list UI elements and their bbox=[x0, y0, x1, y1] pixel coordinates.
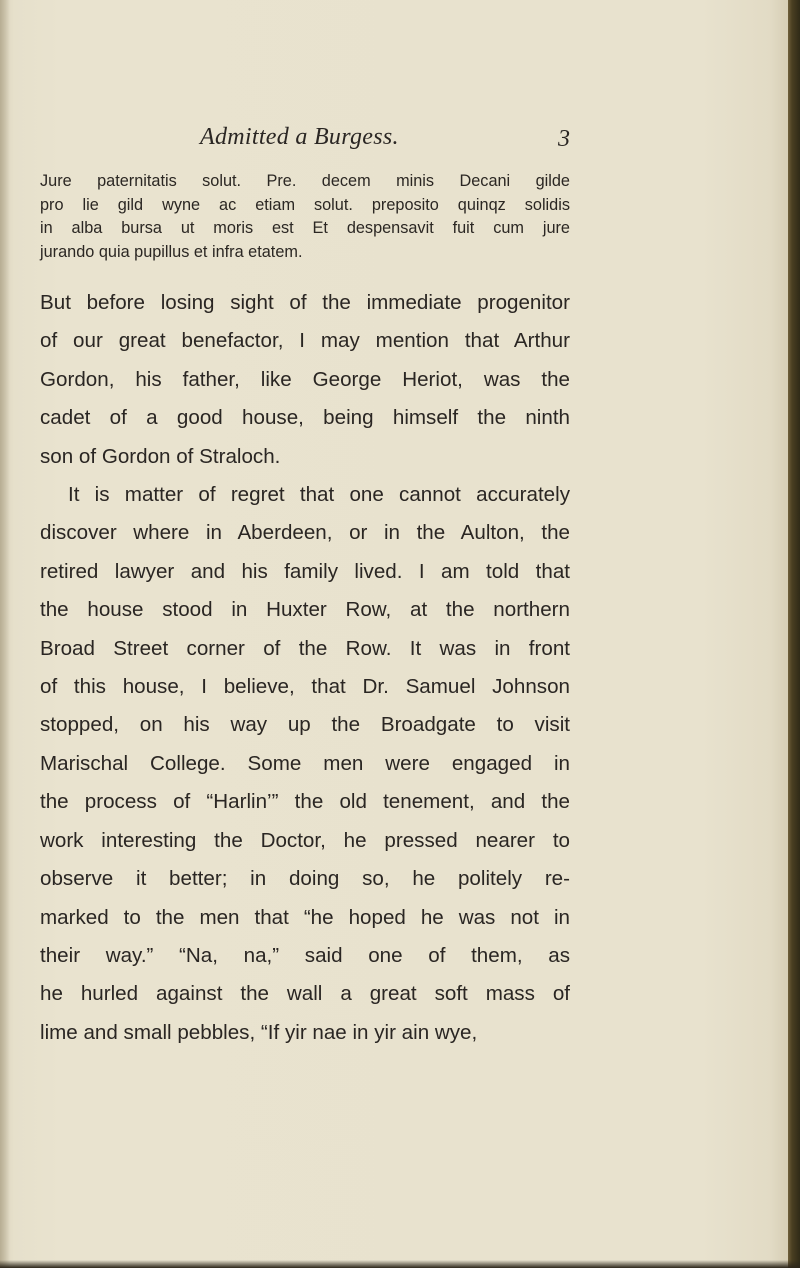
page-edge-right bbox=[788, 0, 800, 1268]
running-head bbox=[0, 124, 800, 154]
paragraph-2-line: their way.” “Na, na,” said one of them, as bbox=[40, 943, 570, 967]
quote-line: Jure paternitatis solut. Pre. decem minis Decani gilde bbox=[40, 172, 570, 190]
paragraph-1-line: Gordon, his father, like George Heriot, was the bbox=[40, 367, 570, 391]
paragraph-2-line: lime and small pebbles, “If yir nae in yir ain wye, bbox=[40, 1020, 478, 1044]
page-edge-bottom bbox=[0, 1260, 800, 1268]
paragraph-2-line: discover where in Aberdeen, or in the Aulton, the bbox=[40, 521, 570, 545]
latin-quotation bbox=[40, 170, 570, 264]
running-title: Admitted a Burgess. bbox=[200, 124, 399, 150]
paragraph-2-line: marked to the men that “he hoped he was not in bbox=[40, 905, 570, 929]
paragraph-2-line: retired lawyer and his family lived. I am told that bbox=[40, 559, 570, 583]
quote-line: jurando quia pupillus et infra etatem. bbox=[40, 242, 303, 261]
paragraph-2-line: he hurled against the wall a great soft mass of bbox=[40, 982, 570, 1006]
paragraph-2-line: Marischal College. Some men were engaged in bbox=[40, 751, 570, 775]
paragraph-2-line: stopped, on his way up the Broadgate to visit bbox=[40, 713, 570, 737]
quote-line: in alba bursa ut moris est Et despensavit fuit cum jure bbox=[40, 219, 570, 237]
paragraph-2-line: It is matter of regret that one cannot accurately bbox=[68, 483, 570, 507]
paragraph-1-line: But before losing sight of the immediate progenitor bbox=[40, 291, 570, 314]
paragraph-2-line: the process of “Harlin’” the old tenement, and the bbox=[40, 790, 570, 814]
paragraph-2-line: the house stood in Huxter Row, at the northern bbox=[40, 598, 570, 622]
paragraph-2-line: observe it better; in doing so, he politely re- bbox=[40, 867, 570, 891]
gutter-shadow bbox=[0, 0, 10, 1268]
paragraph-1-line: son of Gordon of Straloch. bbox=[40, 444, 281, 468]
paragraph-2-line: Broad Street corner of the Row. It was in front bbox=[40, 636, 570, 660]
page-number: 3 bbox=[558, 126, 570, 152]
paragraph-1-line: of our great benefactor, I may mention that Arthur bbox=[40, 329, 570, 353]
quote-line: pro lie gild wyne ac etiam solut. preposito quinqz solidis bbox=[40, 195, 570, 214]
body-text bbox=[40, 284, 570, 1052]
paragraph-2-line: of this house, I believe, that Dr. Samuel Johnson bbox=[40, 675, 570, 699]
paragraph-1-line: cadet of a good house, being himself the ninth bbox=[40, 406, 570, 430]
paragraph-2-line: work interesting the Doctor, he pressed nearer to bbox=[40, 828, 570, 852]
